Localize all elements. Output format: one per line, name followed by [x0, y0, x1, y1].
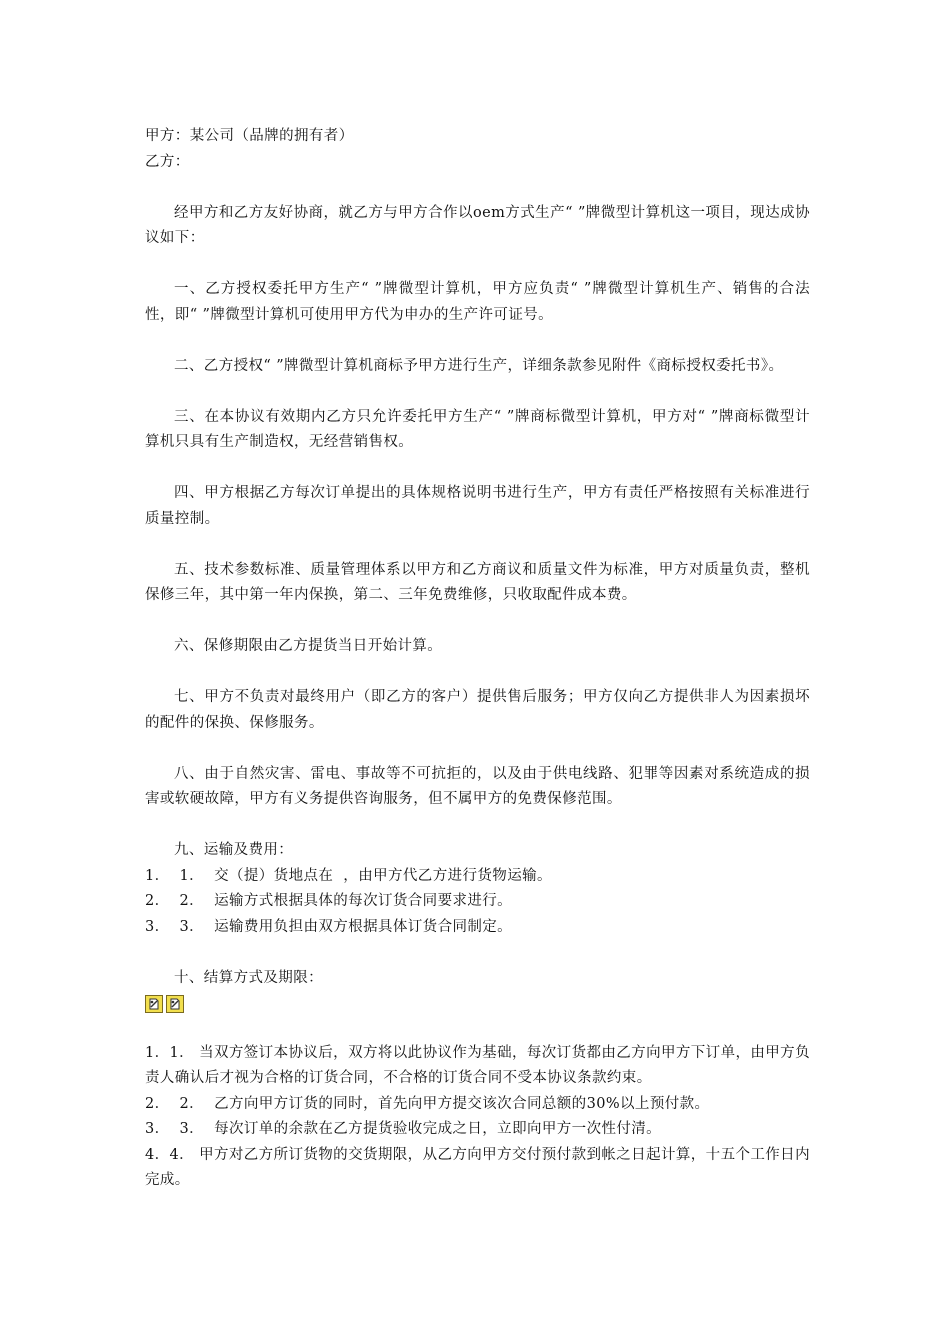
- clause-2: 二、乙方授权“ ”牌微型计算机商标予甲方进行生产，详细条款参见附件《商标授权委托书》。: [174, 357, 784, 374]
- transport-heading: 九、运输及费用：: [174, 842, 294, 858]
- party-a-line: 甲方：某公司（品牌的拥有者）: [145, 128, 354, 144]
- spacer: [145, 813, 810, 839]
- spacer: [145, 379, 810, 405]
- clause-1: 一、乙方授权委托甲方生产“ ”牌微型计算机，甲方应负责“ ”牌微型计算机生产、销售的合法性，即“ ”牌微型计算机可使用甲方代为申办的生产许可证号。: [145, 281, 810, 323]
- transport-item-2: 2． 2． 运输方式根据具体的每次订货合同要求进行。: [145, 893, 513, 909]
- spacer: [145, 1015, 810, 1041]
- document-link-icon[interactable]: [145, 995, 163, 1013]
- spacer: [145, 609, 810, 635]
- clause-4: 四、甲方根据乙方每次订单提出的具体规格说明书进行生产，甲方有责任严格按照有关标准进行质量控制。: [145, 485, 810, 527]
- clause-5: 五、技术参数标准、质量管理体系以甲方和乙方商议和质量文件为标准，甲方对质量负责，整机保修三年，其中第一年内保换，第二、三年免费维修，只收取配件成本费。: [145, 561, 810, 603]
- intro-paragraph: 经甲方和乙方友好协商，就乙方与甲方合作以oem方式生产“ ”牌微型计算机这一项目，现达成协议如下：: [145, 204, 810, 246]
- spacer: [145, 736, 810, 762]
- settlement-heading: 十、结算方式及期限：: [174, 969, 323, 986]
- embedded-object-icons: [145, 993, 810, 1015]
- clause-8: 八、由于自然灾害、雷电、事故等不可抗拒的，以及由于供电线路、犯罪等因素对系统造成的损害或软硬故障，甲方有义务提供咨询服务，但不属甲方的免费保修范围。: [145, 765, 810, 807]
- spacer: [145, 940, 810, 966]
- document-link-icon[interactable]: [166, 995, 184, 1013]
- transport-item-3: 3． 3． 运输费用负担由双方根据具体订货合同制定。: [145, 918, 513, 935]
- transport-item-1: 1． 1． 交（提）货地点在 ，由甲方代乙方进行货物运输。: [145, 867, 552, 884]
- settlement-item-3: 3． 3． 每次订单的余款在乙方提货验收完成之日，立即向甲方一次性付清。: [145, 1121, 662, 1137]
- party-b-line: 乙方：: [145, 153, 190, 170]
- spacer: [145, 175, 810, 201]
- clause-7: 七、甲方不负责对最终用户（即乙方的客户）提供售后服务；甲方仅向乙方提供非人为因素损坏的配件的保换、保修服务。: [145, 689, 810, 731]
- spacer: [145, 532, 810, 558]
- clause-3: 三、在本协议有效期内乙方只允许委托甲方生产“ ”牌商标微型计算机，甲方对“ ”牌商标微型计算机只具有生产制造权，无经营销售权。: [145, 408, 810, 450]
- spacer: [145, 456, 810, 482]
- spacer: [145, 660, 810, 686]
- spacer: [145, 328, 810, 354]
- clause-6: 六、保修期限由乙方提货当日开始计算。: [174, 638, 443, 654]
- contract-document: [145, 124, 810, 1194]
- spacer: [145, 252, 810, 278]
- settlement-item-1: 1．1． 当双方签订本协议后，双方将以此协议作为基础，每次订货都由乙方向甲方下订单，由甲方负责人确认后才视为合格的订货合同，不合格的订货合同不受本协议条款约束。: [145, 1044, 810, 1086]
- settlement-item-2: 2． 2． 乙方向甲方订货的同时，首先向甲方提交该次合同总额的30%以上预付款。: [145, 1095, 710, 1112]
- settlement-item-4: 4．4． 甲方对乙方所订货物的交货期限，从乙方向甲方交付预付款到帐之日起计算，十五个工作日内完成。: [145, 1146, 810, 1188]
